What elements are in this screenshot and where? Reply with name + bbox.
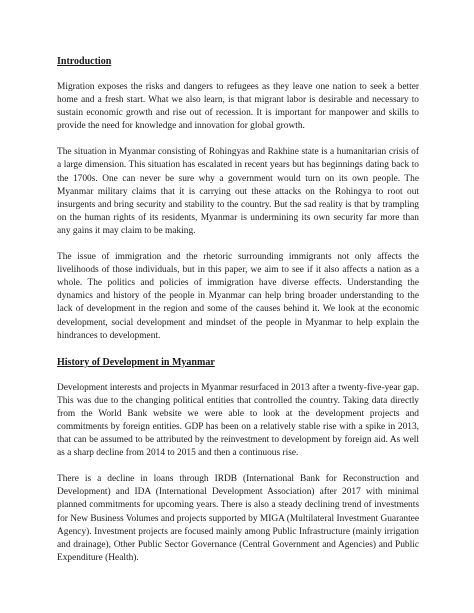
paragraph: There is a decline in loans through IRDB (International Bank for Reconstruction and Development) and IDA (International Development Association) after 2017 with minimal planned commitments for upcoming years. There is also a steady declining trend of investments for New Business Volumes and projects supported by MIGA (Multilateral Investment Guarantee Agency). Investment projects are focused mainly among Public Infrastructure (mainly irrigation and drainage), Other Public Sector Governance (Central Government and Agencies) and Public Expenditure (Health). — [57, 474, 419, 563]
section-heading-history: History of Development in Myanmar — [57, 356, 215, 368]
document-page — [57, 55, 419, 565]
paragraph: Migration exposes the risks and dangers to refugees as they leave one nation to seek a better home and a fresh start. What we also learn, is that migrant labor is desirable and necessary to sustain economic growth and rise out of recession. It is important for manpower and skills to provide the need for knowledge and innovation for global growth. — [57, 82, 419, 132]
paragraph: The situation in Myanmar consisting of Rohingyas and Rakhine state is a humanitarian crisis of a large dimension. This situation has escalated in recent years but has beginnings dating back to the 1700s. One can never be sure why a government would turn on its own people. The Myanmar military claims that it is carrying out these attacks on the Rohingya to root out insurgents and bring security and stability to the country. But the sad reality is that by trampling on the human rights of its residents, Myanmar is undermining its own security far more than any gains it may claim to be making. — [57, 147, 419, 236]
section-heading-introduction: Introduction — [57, 56, 112, 67]
paragraph: Development interests and projects in Myanmar resurfaced in 2013 after a twenty-five-year gap. This was due to the changing political entities that controlled the country. Taking data directly from the World Bank website we were able to look at the development projects and commitments by foreign entities. GDP has been on a relatively stable rise with a spike in 2013, that can be assumed to be attributed by the reinvestment to development by foreign aid. As well as a sharp decline from 2014 to 2015 and then a continuous rise. — [57, 382, 419, 459]
paragraph: The issue of immigration and the rhetoric surrounding immigrants not only affects the livelihoods of those individuals, but in this paper, we aim to see if it also affects a nation as a whole. The politics and policies of immigration have diverse effects. Understanding the dynamics and history of the people in Myanmar can help bring broader understanding to the lack of development in the region and some of the causes behind it. We look at the economic development, social development and mindset of the people in Myanmar to help explain the hindrances to development. — [57, 252, 419, 341]
